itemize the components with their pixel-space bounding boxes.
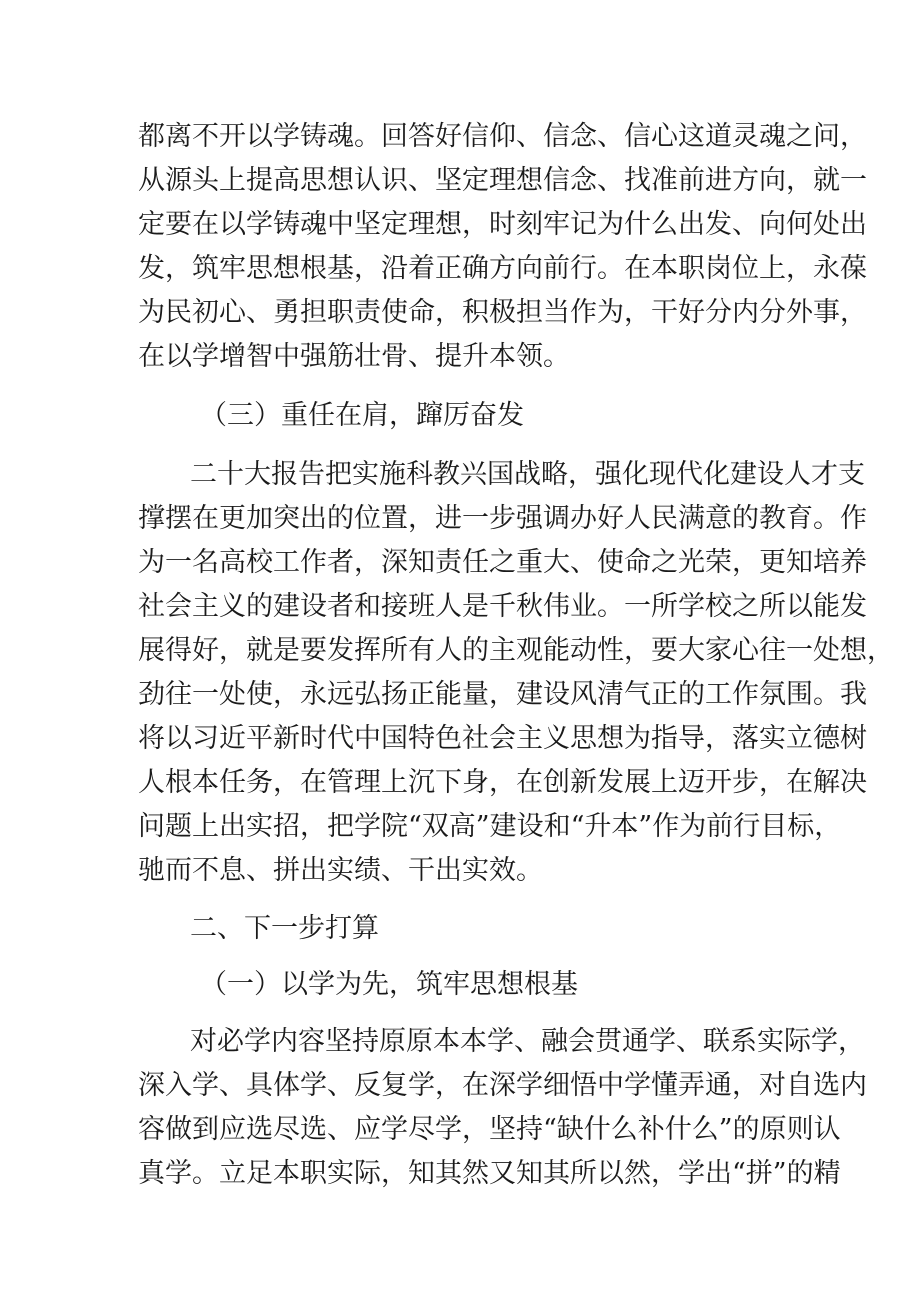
paragraph-line: 深入学、具体学、反复学，在深学细悟中学懂弄通，对自选内 <box>138 1070 867 1101</box>
paragraph-line: 为一名高校工作者，深知责任之重大、使命之光荣，更知培养 <box>138 547 867 578</box>
paragraph-line: 社会主义的建设者和接班人是千秋伟业。一所学校之所以能发 <box>138 591 867 622</box>
paragraph-line: 问题上出实招，把学院“双高”建设和“升本”作为前行目标， <box>138 811 842 842</box>
paragraph-line: 将以习近平新时代中国特色社会主义思想为指导，落实立德树 <box>138 723 867 754</box>
section-heading-3: （三）重任在肩，蹿厉奋发 <box>200 400 524 431</box>
paragraph-line: 劲往一处使，永远弘扬正能量，建设风清气正的工作氛围。我 <box>138 679 867 710</box>
paragraph-line: 撑摆在更加突出的位置，进一步强调办好人民满意的教育。作 <box>138 503 867 534</box>
paragraph-line: 展得好，就是要发挥所有人的主观能动性，要大家心往一处想， <box>138 635 894 666</box>
section-heading-2: 二、下一步打算 <box>190 913 379 944</box>
paragraph-line: 对必学内容坚持原原本本学、融会贯通学、联系实际学， <box>190 1026 865 1057</box>
paragraph-line: 二十大报告把实施科教兴国战略，强化现代化建设人才支 <box>190 459 865 490</box>
paragraph-line: 真学。立足本职实际，知其然又知其所以然，学出“拼”的精 <box>138 1158 841 1189</box>
paragraph-line: 人根本任务，在管理上沉下身，在创新发展上迈开步，在解决 <box>138 767 867 798</box>
paragraph-line: 从源头上提高思想认识、坚定理想信念、找准前进方向，就一 <box>138 165 867 196</box>
paragraph-line: 驰而不息、拼出实绩、干出实效。 <box>138 855 543 886</box>
paragraph-line: 定要在以学铸魂中坚定理想，时刻牢记为什么出发、向何处出 <box>138 209 867 240</box>
paragraph-line: 容做到应选尽选、应学尽学，坚持“缺什么补什么”的原则认 <box>138 1114 841 1145</box>
paragraph-line: 为民初心、勇担职责使命，积极担当作为，干好分内分外事， <box>138 297 867 328</box>
section-heading-1: （一）以学为先，筑牢思想根基 <box>200 969 578 1000</box>
paragraph-line: 发，筑牢思想根基，沿着正确方向前行。在本职岗位上，永葆 <box>138 253 867 284</box>
paragraph-line: 都离不开以学铸魂。回答好信仰、信念、信心这道灵魂之问， <box>138 121 867 152</box>
paragraph-line: 在以学增智中强筋壮骨、提升本领。 <box>138 341 570 372</box>
